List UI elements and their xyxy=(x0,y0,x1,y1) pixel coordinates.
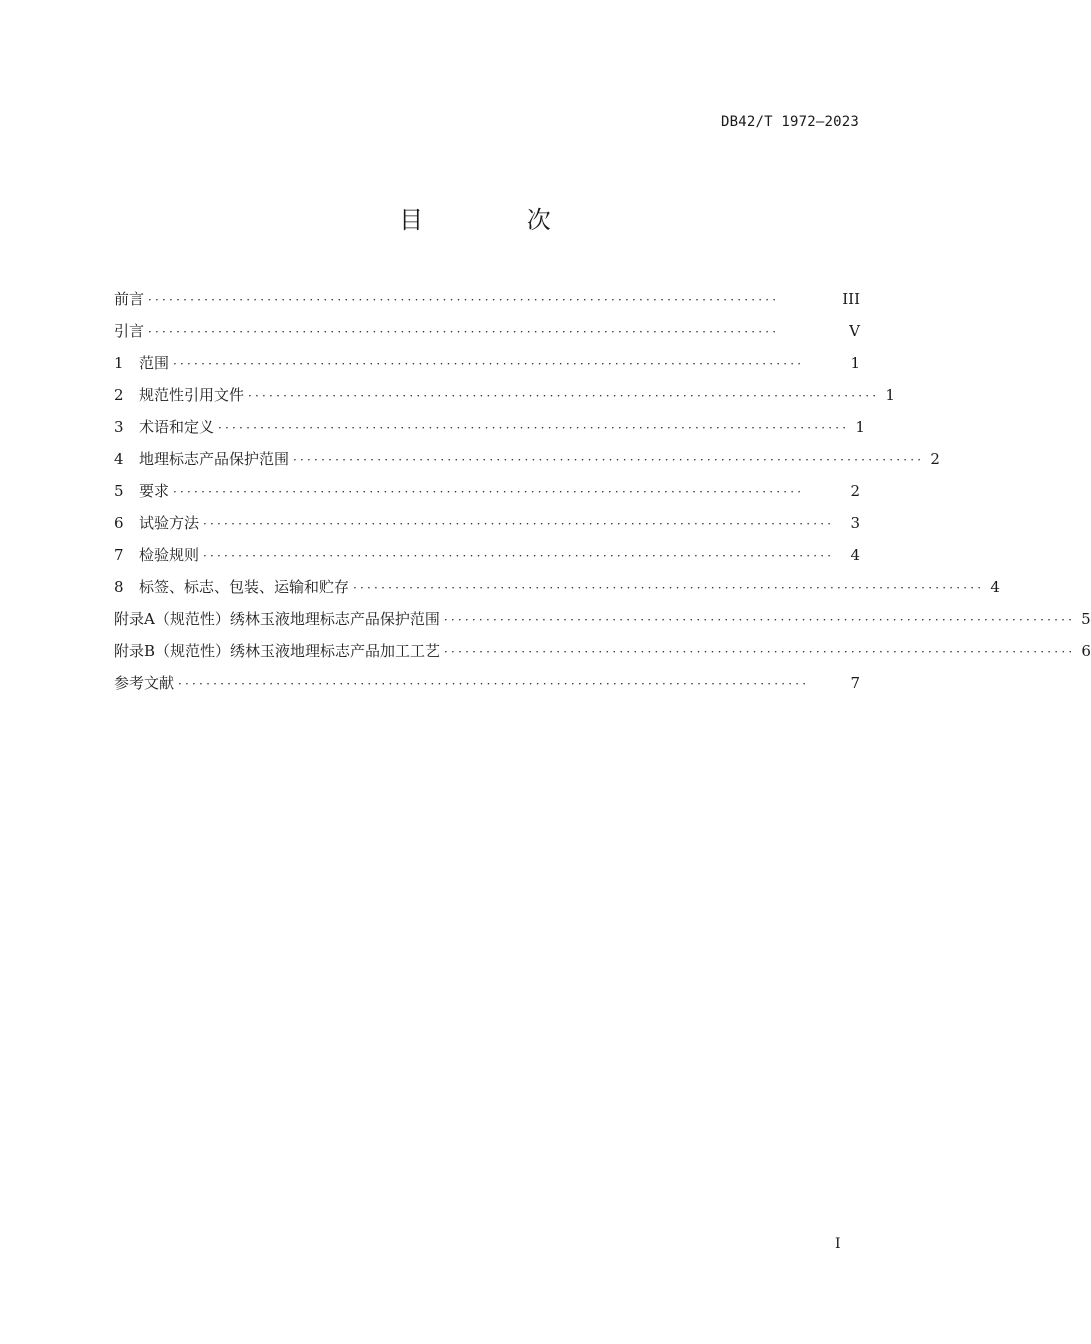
toc-leader-dots: ·························································································· xyxy=(203,517,835,531)
toc-entry-label: 试验方法 xyxy=(139,514,200,532)
toc-leader-dots: ·························································································· xyxy=(248,389,880,403)
toc-entry-page: 2 xyxy=(930,450,940,468)
standard-code: DB42/T 1972—2023 xyxy=(720,114,859,130)
toc-entry-page: 1 xyxy=(885,386,895,404)
toc-entry-page: 1 xyxy=(850,354,860,372)
toc-entry-terms-definitions[interactable] xyxy=(114,411,865,443)
toc-entry-label: 要求 xyxy=(139,482,170,500)
toc-entry-appendix-b[interactable] xyxy=(114,635,1091,667)
toc-leader-dots: ·························································································· xyxy=(203,549,835,563)
toc-entry-page: 6 xyxy=(1081,642,1091,660)
toc-list xyxy=(114,283,1091,699)
toc-entry-number: 5 xyxy=(114,482,124,500)
toc-leader-dots: ·························································································· xyxy=(148,325,780,339)
toc-entry-page: 7 xyxy=(850,674,860,692)
toc-entry-page: 5 xyxy=(1081,610,1091,628)
toc-entry-sublabel: 绣林玉液地理标志产品加工工艺 xyxy=(230,642,441,660)
toc-entry-page: V xyxy=(849,322,860,340)
toc-entry-label: 范围 xyxy=(139,354,170,372)
toc-entry-label: 术语和定义 xyxy=(139,418,215,436)
toc-leader-dots: ·························································································· xyxy=(353,581,985,595)
toc-entry-normative-references[interactable] xyxy=(114,379,895,411)
toc-entry-appendix-a[interactable] xyxy=(114,603,1091,635)
toc-entry-number: 6 xyxy=(114,514,124,532)
toc-entry-number: 3 xyxy=(114,418,124,436)
toc-entry-bibliography[interactable] xyxy=(114,667,860,699)
toc-entry-number: 8 xyxy=(114,578,124,596)
toc-entry-label: 引言 xyxy=(114,322,145,340)
toc-leader-dots: ·························································································· xyxy=(148,293,780,307)
toc-leader-dots: ·························································································· xyxy=(178,677,810,691)
toc-entry-page: 2 xyxy=(850,482,860,500)
toc-entry-label: 参考文献 xyxy=(114,674,175,692)
toc-entry-label: 标签、标志、包装、运输和贮存 xyxy=(139,578,350,596)
toc-entry-sublabel: 绣林玉液地理标志产品保护范围 xyxy=(229,610,440,628)
toc-entry-scope[interactable] xyxy=(114,347,860,379)
toc-entry-foreword[interactable] xyxy=(114,283,860,315)
toc-leader-dots: ·························································································· xyxy=(173,485,805,499)
toc-entry-labeling-packaging[interactable] xyxy=(114,571,1000,603)
toc-entry-page: 1 xyxy=(855,418,865,436)
toc-entry-number: 4 xyxy=(114,450,124,468)
toc-leader-dots: ·························································································· xyxy=(218,421,850,435)
toc-entry-test-methods[interactable] xyxy=(114,507,860,539)
toc-entry-page: 3 xyxy=(850,514,860,532)
page-number: I xyxy=(835,1236,841,1252)
toc-entry-requirements[interactable] xyxy=(114,475,860,507)
toc-entry-page: III xyxy=(842,290,860,308)
toc-entry-label: 检验规则 xyxy=(139,546,200,564)
toc-entry-number: 7 xyxy=(114,546,124,564)
toc-entry-introduction[interactable] xyxy=(114,315,860,347)
toc-entry-number: 1 xyxy=(114,354,124,372)
toc-entry-label: 附录A（规范性） xyxy=(114,610,230,628)
toc-entry-label: 附录B（规范性） xyxy=(114,642,231,660)
toc-entry-number: 2 xyxy=(114,386,124,404)
toc-entry-label: 前言 xyxy=(114,290,145,308)
toc-entry-inspection-rules[interactable] xyxy=(114,539,860,571)
toc-leader-dots: ·························································································· xyxy=(173,357,805,371)
toc-leader-dots: ·························································································· xyxy=(443,613,1076,627)
toc-leader-dots: ·························································································· xyxy=(293,453,925,467)
toc-entry-page: 4 xyxy=(850,546,860,564)
toc-title: 目 次 xyxy=(399,206,599,234)
toc-entry-protection-area[interactable] xyxy=(114,443,940,475)
toc-leader-dots: ·························································································· xyxy=(444,645,1076,659)
toc-entry-label: 规范性引用文件 xyxy=(139,386,245,404)
toc-entry-page: 4 xyxy=(990,578,1000,596)
toc-entry-label: 地理标志产品保护范围 xyxy=(139,450,290,468)
